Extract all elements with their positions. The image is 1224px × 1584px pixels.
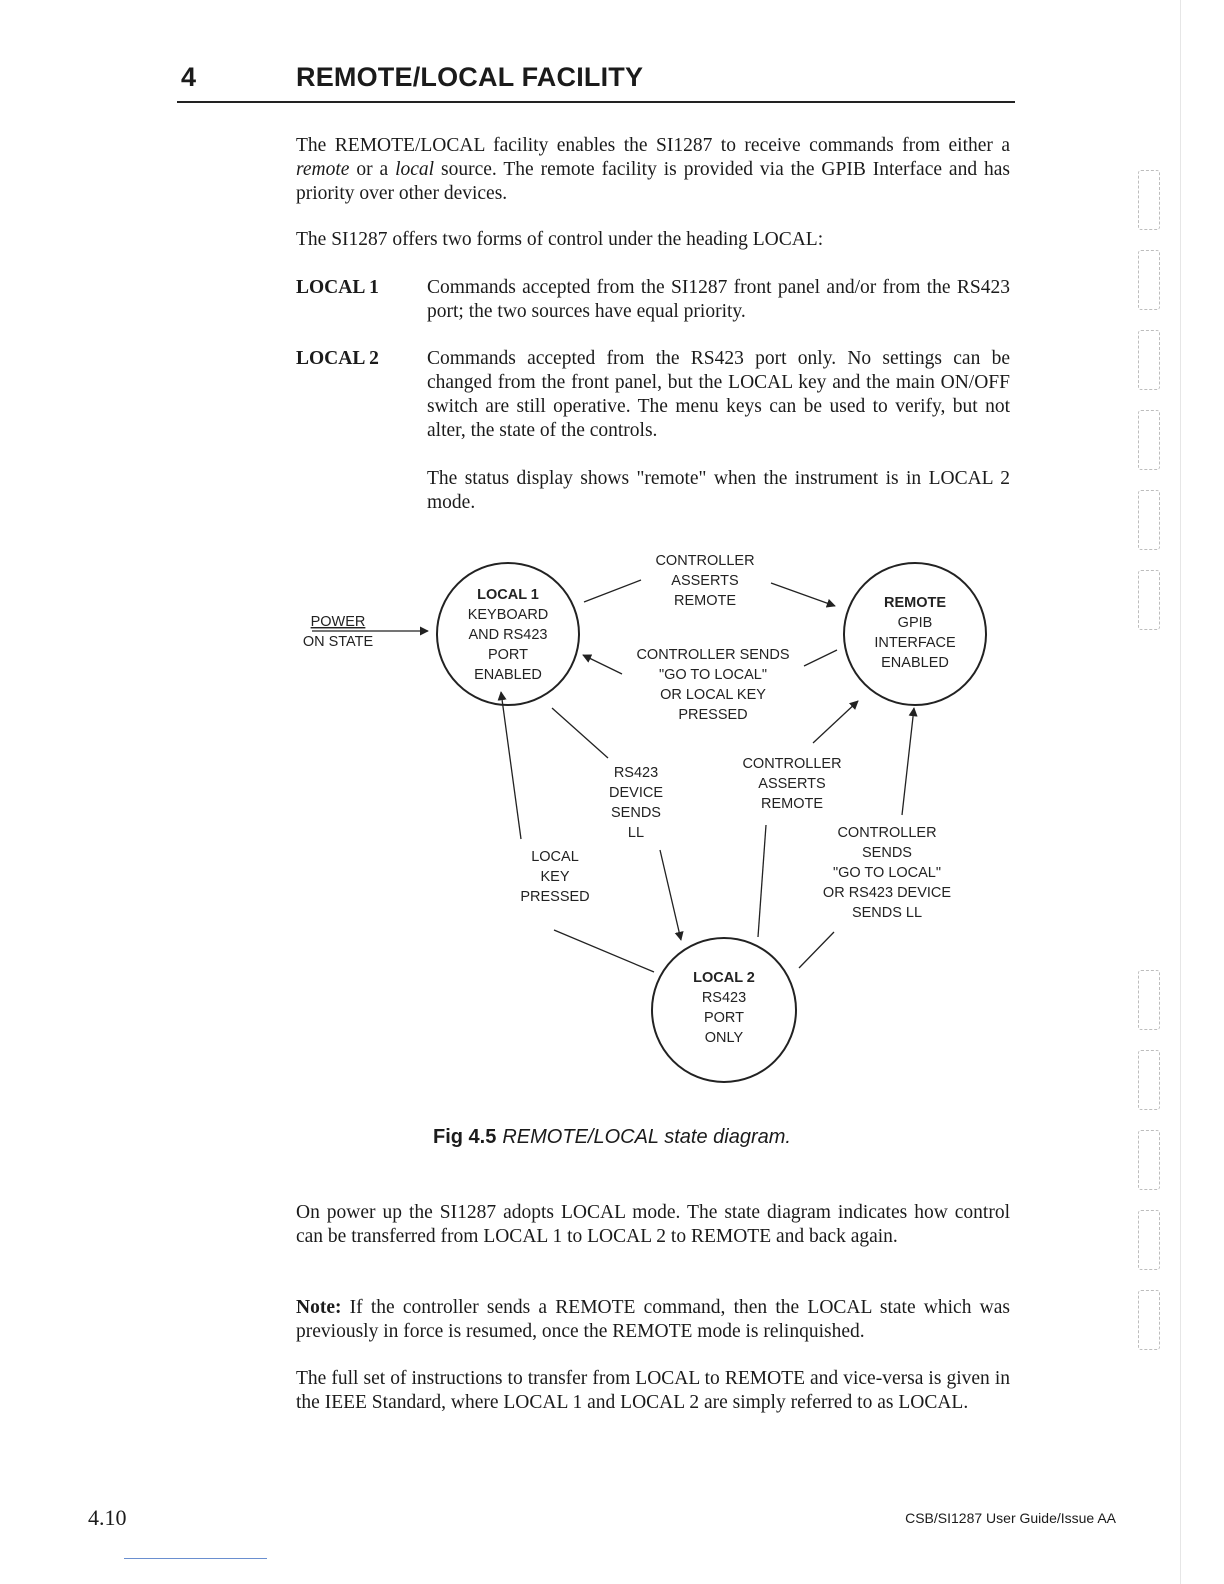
binding-hole xyxy=(1138,490,1160,550)
definition-text-local2: Commands accepted from the RS423 port only. No settings can be changed from the front panel, but the LOCAL key and the main ON/OFF switch are still operative. The menu keys can be used to verify, but not alter, the state of the controls. xyxy=(427,348,1010,441)
powerup-paragraph: On power up the SI1287 adopts LOCAL mode. The state diagram indicates how control can be transferred from LOCAL 1 to LOCAL 2 to REMOTE and back again. xyxy=(296,1202,1010,1247)
binding-margin-line xyxy=(1180,0,1181,1584)
note-paragraph: Note: If the controller sends a REMOTE command, then the LOCAL state which was previously in force is resumed, once the REMOTE mode is relinquished. xyxy=(296,1297,1010,1342)
power-on-label: POWER xyxy=(310,614,366,630)
forms-paragraph: The SI1287 offers two forms of control under the heading LOCAL: xyxy=(296,229,824,250)
power-on-label: ON STATE xyxy=(302,634,374,650)
rs423-ll-arrow-lower xyxy=(660,850,681,940)
figure-number: Fig 4.5 xyxy=(433,1126,497,1148)
controller-asserts-label: CONTROLLER xyxy=(655,553,755,569)
asserts-line-left xyxy=(584,580,641,602)
controller-sends-label: OR LOCAL KEY xyxy=(660,687,766,703)
controller-sends-right-label: "GO TO LOCAL" xyxy=(832,865,942,881)
controller-sends-right-label: CONTROLLER xyxy=(837,825,937,841)
asserts-arrow-right xyxy=(771,583,835,606)
chapter-title: REMOTE/LOCAL FACILITY xyxy=(296,62,644,92)
local1-label: KEYBOARD xyxy=(467,607,549,623)
go-to-local-arrow xyxy=(583,655,622,674)
state-diagram xyxy=(296,545,1016,1105)
binding-hole xyxy=(1138,410,1160,470)
asserts-mid-arrow-upper xyxy=(813,701,858,743)
footer-line xyxy=(124,1558,267,1559)
binding-hole xyxy=(1138,1290,1160,1350)
definition-term-local1: LOCAL 1 xyxy=(296,277,379,298)
local1-label: AND RS423 xyxy=(468,627,548,643)
local2-label: ONLY xyxy=(704,1030,744,1046)
local1-label: LOCAL 1 xyxy=(477,587,539,603)
page-number: 4.10 xyxy=(88,1505,127,1530)
remote-state-circle xyxy=(844,563,986,705)
header-rule xyxy=(177,101,1015,103)
binding-hole xyxy=(1138,1130,1160,1190)
binding-hole xyxy=(1138,1050,1160,1110)
document-reference: CSB/SI1287 User Guide/Issue AA xyxy=(905,1510,1116,1526)
controller-sends-right-label: SENDS xyxy=(862,845,912,861)
local1-label: PORT xyxy=(487,647,529,663)
controller-sends-label: PRESSED xyxy=(678,707,748,723)
local-key-label: PRESSED xyxy=(520,889,590,905)
definition-text-local1: Commands accepted from the SI1287 front panel and/or from the RS423 port; the two sources have equal priority. xyxy=(427,277,1010,322)
binding-hole xyxy=(1138,330,1160,390)
rs423-ll-label: RS423 xyxy=(613,765,659,781)
binding-hole xyxy=(1138,570,1160,630)
controller-asserts-label: REMOTE xyxy=(673,593,737,609)
binding-hole xyxy=(1138,250,1160,310)
rs423-ll-line-upper xyxy=(552,708,608,758)
status-note: The status display shows "remote" when the instrument is in LOCAL 2 mode. xyxy=(427,468,1010,513)
local-key-label: KEY xyxy=(540,869,570,885)
controller-asserts-label: ASSERTS xyxy=(671,573,739,589)
local-key-arrow-upper xyxy=(501,692,521,839)
controller-asserts-mid-label: ASSERTS xyxy=(758,776,826,792)
controller-asserts-mid-label: REMOTE xyxy=(760,796,824,812)
remote-label: ENABLED xyxy=(881,655,949,671)
go-to-local-line-right xyxy=(804,650,837,666)
binding-hole xyxy=(1138,970,1160,1030)
local2-label: RS423 xyxy=(701,990,747,1006)
note-label: Note: xyxy=(296,1297,342,1318)
asserts-mid-line-lower xyxy=(758,825,766,937)
remote-label: REMOTE xyxy=(883,595,947,611)
local2-label: PORT xyxy=(703,1010,745,1026)
controller-asserts-mid-label: CONTROLLER xyxy=(742,756,842,772)
remote-to-local-arrow xyxy=(902,708,914,815)
binding-hole xyxy=(1138,170,1160,230)
remote-to-local-line-lower xyxy=(799,932,834,968)
binding-hole xyxy=(1138,1210,1160,1270)
local2-label: LOCAL 2 xyxy=(693,970,755,986)
remote-label: GPIB xyxy=(897,615,933,631)
controller-sends-right-label: SENDS LL xyxy=(851,905,923,921)
rs423-ll-label: DEVICE xyxy=(609,785,663,801)
rs423-ll-label: SENDS xyxy=(611,805,661,821)
rs423-ll-label: LL xyxy=(627,825,645,841)
controller-sends-right-label: OR RS423 DEVICE xyxy=(822,885,952,901)
ieee-paragraph: The full set of instructions to transfer from LOCAL to REMOTE and vice-versa is given in the IEEE Standard, where LOCAL 1 and LOCAL 2 are simply referred to as LOCAL. xyxy=(296,1368,1010,1413)
chapter-number: 4 xyxy=(181,62,197,92)
figure-title: REMOTE/LOCAL state diagram. xyxy=(502,1126,791,1148)
remote-label: INTERFACE xyxy=(874,635,956,651)
definition-term-local2: LOCAL 2 xyxy=(296,348,379,369)
controller-sends-label: CONTROLLER SENDS xyxy=(636,647,790,663)
controller-sends-label: "GO TO LOCAL" xyxy=(658,667,768,683)
intro-paragraph: The REMOTE/LOCAL facility enables the SI1287 to receive commands from either a remote or a local source. The remote facility is provided via the GPIB Interface and has priority over other devices. xyxy=(296,135,1010,204)
local-key-label: LOCAL xyxy=(531,849,579,865)
local1-label: ENABLED xyxy=(474,667,542,683)
local-key-line-lower xyxy=(554,930,654,972)
figure-caption xyxy=(0,1126,1224,1149)
